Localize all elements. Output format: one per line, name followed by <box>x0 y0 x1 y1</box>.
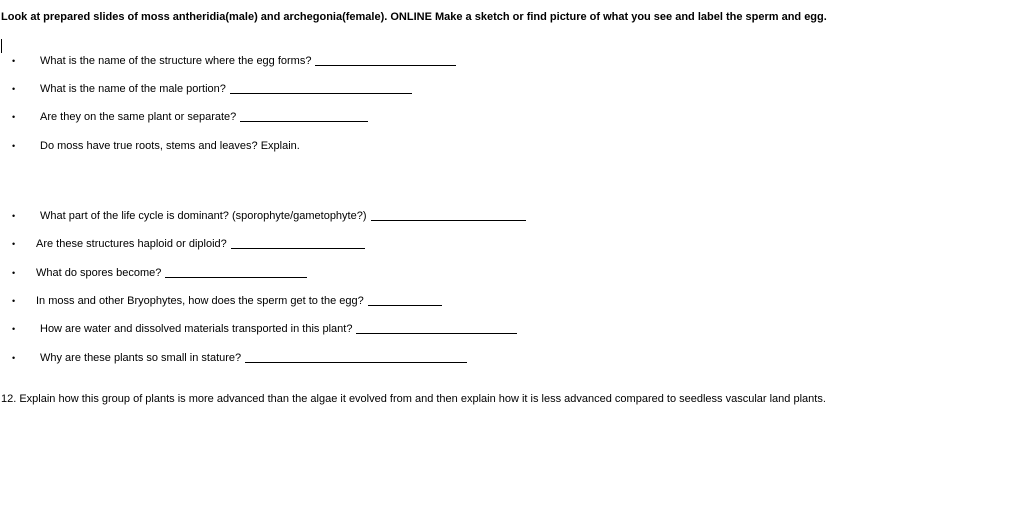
answer-blank[interactable] <box>368 294 442 306</box>
question-text: Are they on the same plant or separate? <box>40 111 237 123</box>
answer-blank[interactable] <box>165 266 307 278</box>
bullet-icon: • <box>12 239 16 249</box>
bullet-icon: • <box>12 211 16 221</box>
question-text: What do spores become? <box>36 267 162 279</box>
answer-blank[interactable] <box>356 322 517 334</box>
answer-blank[interactable] <box>240 110 368 122</box>
question-text: What part of the life cycle is dominant? (sporophyte/gametophyte?) <box>40 210 367 222</box>
question-text: What is the name of the male portion? <box>40 83 226 95</box>
question-text: Why are these plants so small in stature? <box>40 352 242 364</box>
question-text: How are water and dissolved materials transported in this plant? <box>40 323 353 335</box>
bullet-icon: • <box>12 141 16 151</box>
bullet-icon: • <box>12 84 16 94</box>
answer-blank[interactable] <box>371 209 526 221</box>
answer-blank[interactable] <box>231 237 365 249</box>
question-text: Do moss have true roots, stems and leaves? Explain. <box>40 140 300 152</box>
question-text: What is the name of the structure where the egg forms? <box>40 55 312 67</box>
text-cursor <box>1 39 2 53</box>
bullet-icon: • <box>12 324 16 334</box>
bullet-icon: • <box>12 112 16 122</box>
question-text: Are these structures haploid or diploid? <box>36 238 227 250</box>
instructions-heading: Look at prepared slides of moss antheridia(male) and archegonia(female). ONLINE Make a sketch or find picture of what you see and label the sperm and egg. <box>1 11 827 23</box>
answer-blank[interactable] <box>245 351 467 363</box>
bullet-icon: • <box>12 56 16 66</box>
question-text: In moss and other Bryophytes, how does the sperm get to the egg? <box>36 295 364 307</box>
answer-blank[interactable] <box>315 54 456 66</box>
bullet-icon: • <box>12 296 16 306</box>
bullet-icon: • <box>12 353 16 363</box>
question-12: 12. Explain how this group of plants is more advanced than the algae it evolved from and then explain how it is less advanced compared to seedless vascular land plants. <box>1 393 826 405</box>
answer-blank[interactable] <box>230 82 412 94</box>
bullet-icon: • <box>12 268 16 278</box>
